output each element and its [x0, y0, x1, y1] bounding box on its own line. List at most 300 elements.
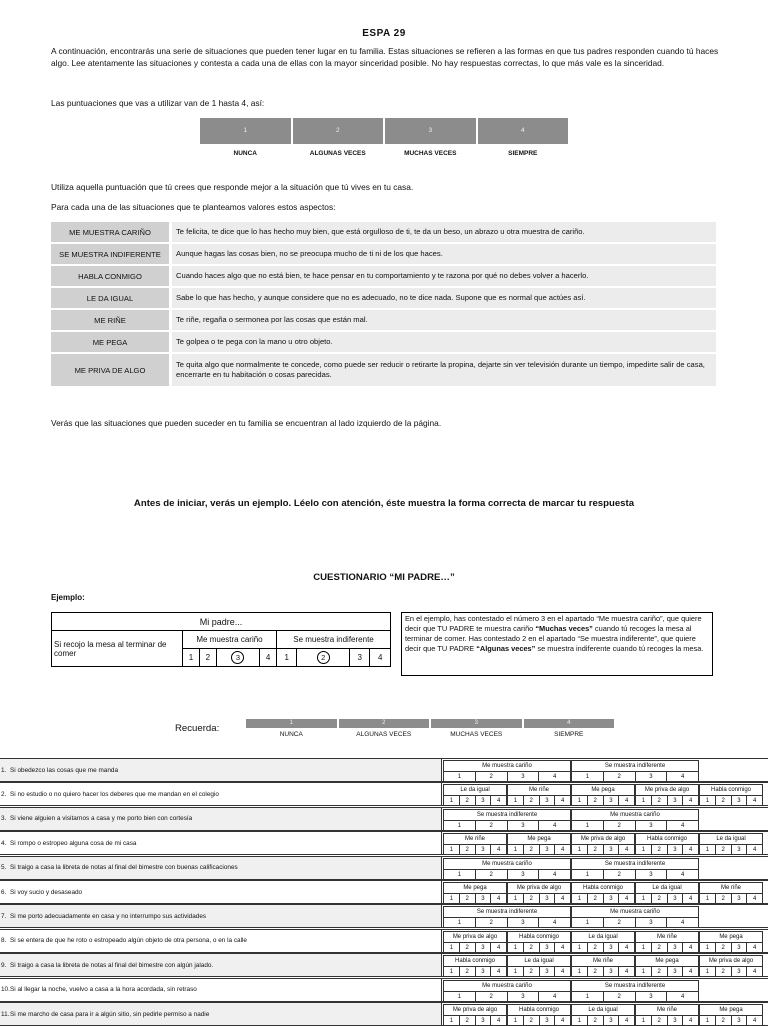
response-option[interactable]: 4 [618, 796, 634, 806]
response-option[interactable]: 2 [459, 796, 475, 806]
response-option[interactable]: 4 [746, 796, 762, 806]
response-option[interactable]: 3 [539, 845, 555, 855]
response-group [571, 833, 635, 855]
example-header: Mi padre... [52, 613, 391, 631]
response-options [700, 943, 762, 953]
response-group [571, 955, 635, 977]
response-option[interactable]: 1 [585, 993, 590, 1000]
response-option[interactable]: 3 [475, 796, 491, 806]
response-group [443, 809, 571, 831]
response-option[interactable]: 3 [475, 845, 491, 855]
example-col-indiferente: Se muestra indiferente [277, 631, 391, 649]
response-option[interactable]: 3 [475, 894, 491, 904]
response-option[interactable]: 1 [449, 896, 454, 902]
response-option[interactable]: 3 [635, 870, 667, 880]
response-option[interactable]: 1 [641, 969, 646, 976]
response-options [444, 821, 570, 831]
response-option[interactable]: 1 [449, 944, 454, 951]
questionnaire-title: CUESTIONARIO “MI PADRE…” [313, 572, 455, 583]
response-options [444, 870, 570, 880]
definitions-table [51, 222, 716, 388]
response-options [572, 943, 634, 953]
response-option[interactable]: 2 [715, 845, 731, 855]
response-option[interactable]: 4 [682, 943, 698, 953]
question-row [0, 953, 768, 977]
definition-desc: Sabe lo que has hecho, y aunque considere que no es adecuado, no te dice nada. Supone que es normal que actúes así. [172, 288, 716, 308]
response-option[interactable]: 4 [746, 1016, 762, 1026]
response-options [508, 943, 570, 953]
question-number: 10. [1, 986, 10, 994]
scale-intro: Las puntuaciones que vas a utilizar van de 1 hasta 4, así: [51, 98, 265, 108]
question-row [0, 758, 768, 782]
response-option[interactable]: 4 [666, 918, 698, 928]
scale-box-3: 3 [385, 118, 476, 144]
question-text: Si se entera de que he roto o estropeado algún objeto de otra persona, o en la calle [0, 930, 442, 952]
response-group-label: Habla conmigo [572, 883, 634, 894]
response-option[interactable]: 1 [705, 896, 710, 902]
response-option[interactable]: 1 [705, 1018, 710, 1024]
response-option[interactable]: 1 [705, 944, 710, 951]
response-option[interactable]: 2 [715, 967, 731, 977]
definition-row [51, 222, 716, 242]
response-option[interactable]: 3 [667, 845, 683, 855]
response-option[interactable]: 3 [507, 821, 539, 831]
response-option[interactable]: 4 [682, 894, 698, 904]
response-option[interactable]: 2 [603, 870, 635, 880]
response-option[interactable]: 3 [507, 772, 539, 782]
question-number: 7. [1, 912, 7, 920]
response-option[interactable]: 2 [475, 772, 507, 782]
response-option[interactable]: 3 [731, 796, 747, 806]
response-option[interactable]: 4 [682, 796, 698, 806]
response-option[interactable]: 1 [513, 944, 518, 951]
response-group-label: Me riñe [444, 834, 506, 845]
response-option[interactable]: 2 [523, 943, 539, 953]
response-option[interactable]: 1 [457, 822, 462, 829]
response-option[interactable]: 4 [554, 796, 570, 806]
response-options [700, 796, 762, 806]
question-text: Si voy sucio y desaseado [0, 881, 442, 903]
response-option[interactable]: 3 [603, 943, 619, 953]
response-option[interactable]: 2 [459, 943, 475, 953]
definition-desc: Te quita algo que normalmente te concede, como puede ser reducir o retirarte la propina, dejarte sin ver televisión durante un tiempo, impedirte salir de casa, encerrarte en tu habitación o cosas parecidas. [172, 354, 716, 386]
response-option[interactable]: 2 [475, 821, 507, 831]
recuerda-box-2: 2 [339, 719, 430, 728]
response-option[interactable]: 1 [585, 822, 590, 829]
response-option[interactable]: 2 [715, 894, 731, 904]
question-text: Si no estudio o no quiero hacer los deberes que me mandan en el colegio [0, 783, 442, 805]
example-option[interactable]: 4 [370, 649, 391, 667]
response-option[interactable]: 4 [746, 845, 762, 855]
response-group [635, 784, 699, 806]
response-option[interactable]: 4 [490, 1016, 506, 1026]
example-option[interactable]: 1 [183, 649, 200, 667]
response-option[interactable]: 1 [449, 969, 454, 976]
response-group [443, 955, 507, 977]
response-options [572, 870, 698, 880]
response-option[interactable]: 3 [731, 845, 747, 855]
response-option[interactable]: 2 [651, 845, 667, 855]
question-text: Si viene alguien a visitarnos a casa y me porto bien con cortesía [0, 808, 442, 830]
response-option[interactable]: 3 [603, 796, 619, 806]
response-options [508, 796, 570, 806]
response-group [571, 809, 699, 831]
response-group-label: Me pega [508, 834, 570, 845]
scale-box-2: 2 [293, 118, 384, 144]
response-options [636, 967, 698, 977]
recuerda-box-3: 3 [431, 719, 522, 728]
example-explanation [401, 612, 713, 676]
response-option[interactable]: 1 [577, 847, 582, 854]
response-option[interactable]: 2 [523, 1016, 539, 1026]
response-group-label: Me priva de algo [636, 785, 698, 796]
response-options [508, 967, 570, 977]
example-option-circled[interactable] [297, 649, 350, 667]
response-option[interactable]: 4 [538, 918, 570, 928]
response-option[interactable]: 2 [715, 1016, 731, 1026]
question-row [0, 978, 768, 1002]
response-group [699, 882, 763, 904]
response-option[interactable]: 4 [490, 943, 506, 953]
response-option[interactable]: 1 [449, 1018, 454, 1024]
response-option[interactable]: 2 [523, 845, 539, 855]
response-option[interactable]: 3 [539, 943, 555, 953]
response-option[interactable]: 1 [641, 847, 646, 854]
response-option[interactable]: 3 [667, 943, 683, 953]
response-option[interactable]: 4 [490, 845, 506, 855]
response-group-label: Me muestra cariño [572, 907, 698, 918]
response-group [507, 1004, 571, 1026]
question-text: Si traigo a casa la libreta de notas al final del bimestre con buenas calificaciones [0, 857, 442, 879]
question-row [0, 807, 768, 831]
left-side-note: Verás que las situaciones que pueden suceder en tu familia se encuentran al lado izquierdo de la página. [51, 418, 442, 428]
example-table [51, 612, 391, 667]
response-option[interactable]: 2 [715, 796, 731, 806]
response-option[interactable]: 3 [731, 1016, 747, 1026]
response-option[interactable]: 3 [731, 943, 747, 953]
response-group-label: Le da igual [636, 883, 698, 894]
response-option[interactable]: 4 [554, 894, 570, 904]
response-option[interactable]: 2 [459, 967, 475, 977]
response-options [636, 894, 698, 904]
recuerda-box-4: 4 [524, 719, 615, 728]
intro-paragraph: A continuación, encontrarás una serie de situaciones que pueden tener lugar en tu familia. Estas situaciones se refieren a las formas en que tus padres responden cuando tú haces algo. Lee atentamente las situaciones y contesta a cada una de ellas con la mayor sinceridad posible. No hay respuestas correctas, lo que más vale es la sinceridad. [51, 46, 719, 68]
response-option[interactable]: 4 [746, 967, 762, 977]
definition-desc: Te golpea o te pega con la mano u otro objeto. [172, 332, 716, 352]
response-group [507, 931, 571, 953]
rating-scale-labels [200, 150, 568, 157]
response-option[interactable]: 2 [603, 772, 635, 782]
response-option[interactable]: 3 [507, 992, 539, 1002]
response-group-label: Me muestra cariño [444, 859, 570, 870]
response-options [508, 845, 570, 855]
response-option[interactable]: 4 [490, 967, 506, 977]
response-options [444, 992, 570, 1002]
question-text: Si obedezco las cosas que me manda [0, 759, 442, 781]
example-note-bold: “Algunas veces” [476, 644, 536, 653]
example-option[interactable]: 4 [260, 649, 277, 667]
response-option[interactable]: 1 [513, 969, 518, 976]
response-group [635, 931, 699, 953]
response-group [571, 906, 699, 928]
response-option[interactable]: 2 [523, 796, 539, 806]
response-option[interactable]: 2 [523, 894, 539, 904]
response-options [572, 845, 634, 855]
response-options [444, 796, 506, 806]
response-option[interactable]: 4 [554, 845, 570, 855]
response-option[interactable]: 2 [475, 918, 507, 928]
response-option[interactable]: 4 [538, 870, 570, 880]
recuerda-label-1: NUNCA [279, 731, 303, 738]
example-note-text: se muestra indiferente cuando tú recoges la mesa. [535, 644, 704, 653]
example-note-text: cuando tú recoges la mesa al terminar de comer. Has contestado 2 en el apartado “Se muestra indiferente”, que quiere decir que TU PADRE [405, 624, 696, 653]
response-group-label: Se muestra indiferente [444, 907, 570, 918]
scale-box-4: 4 [478, 118, 569, 144]
response-group-label: Me priva de algo [700, 956, 762, 967]
response-option[interactable]: 3 [539, 967, 555, 977]
response-option[interactable]: 2 [587, 894, 603, 904]
definition-key: LE DA IGUAL [51, 288, 169, 308]
response-option[interactable]: 1 [513, 896, 518, 902]
response-option[interactable]: 1 [577, 969, 582, 976]
response-option[interactable]: 1 [577, 1018, 582, 1024]
recuerda-label-4: SIEMPRE [554, 731, 584, 738]
response-option[interactable]: 2 [603, 821, 635, 831]
circled-answer: 2 [317, 651, 330, 664]
response-option[interactable]: 4 [538, 772, 570, 782]
response-option[interactable]: 2 [651, 967, 667, 977]
response-option[interactable]: 1 [585, 774, 590, 780]
response-option[interactable]: 1 [457, 920, 462, 927]
response-option[interactable]: 2 [587, 943, 603, 953]
response-option[interactable]: 3 [603, 1016, 619, 1026]
response-group [571, 760, 699, 782]
response-option[interactable]: 2 [475, 870, 507, 880]
definition-desc: Cuando haces algo que no está bien, te hace pensar en tu comportamiento y te razona por qué no debes volver a hacerlo. [172, 266, 716, 286]
response-option[interactable]: 2 [459, 1016, 475, 1026]
response-group [443, 784, 507, 806]
response-option[interactable]: 4 [746, 943, 762, 953]
response-option[interactable]: 4 [682, 1016, 698, 1026]
response-option[interactable]: 2 [587, 845, 603, 855]
response-option[interactable]: 4 [666, 821, 698, 831]
response-group-label: Me riñe [572, 956, 634, 967]
definition-key: ME RIÑE [51, 310, 169, 330]
example-option[interactable]: 1 [277, 649, 297, 667]
response-option[interactable]: 3 [635, 772, 667, 782]
response-option[interactable]: 4 [618, 1016, 634, 1026]
response-group-label: Me riñe [700, 883, 762, 894]
response-option[interactable]: 3 [667, 967, 683, 977]
response-option[interactable]: 2 [715, 943, 731, 953]
response-group [635, 882, 699, 904]
response-option[interactable]: 4 [618, 943, 634, 953]
response-options [444, 1016, 506, 1026]
question-row [0, 904, 768, 928]
question-number: 6. [1, 888, 7, 896]
response-group [699, 955, 763, 977]
question-number: 9. [1, 961, 7, 969]
response-group-label: Me priva de algo [444, 932, 506, 943]
response-option[interactable]: 4 [618, 894, 634, 904]
response-option[interactable]: 4 [682, 845, 698, 855]
response-option[interactable]: 2 [651, 943, 667, 953]
response-option[interactable]: 3 [539, 1016, 555, 1026]
question-text: Si me porto adecuadamente en casa y no interrumpo sus actividades [0, 905, 442, 927]
document-title: ESPA 29 [362, 28, 406, 39]
response-option[interactable]: 1 [513, 847, 518, 854]
example-option-circled[interactable] [216, 649, 259, 667]
response-option[interactable]: 3 [539, 894, 555, 904]
response-option[interactable]: 1 [513, 1018, 518, 1024]
response-option[interactable]: 1 [705, 969, 710, 976]
response-group-label: Me pega [636, 956, 698, 967]
response-option[interactable]: 1 [705, 798, 710, 805]
definition-key: ME PEGA [51, 332, 169, 352]
response-option[interactable]: 4 [618, 967, 634, 977]
response-group [571, 858, 699, 880]
question-row [0, 929, 768, 953]
response-option[interactable]: 2 [523, 967, 539, 977]
response-option[interactable]: 3 [731, 894, 747, 904]
response-option[interactable]: 2 [603, 918, 635, 928]
response-group [635, 955, 699, 977]
response-option[interactable]: 4 [554, 967, 570, 977]
response-option[interactable]: 3 [667, 894, 683, 904]
response-group-label: Habla conmigo [700, 785, 762, 796]
response-option[interactable]: 1 [585, 871, 590, 878]
response-option[interactable]: 4 [538, 992, 570, 1002]
response-option[interactable]: 2 [587, 1016, 603, 1026]
response-option[interactable]: 3 [603, 967, 619, 977]
response-option[interactable]: 3 [539, 796, 555, 806]
response-options [444, 772, 570, 782]
response-group-label: Me pega [700, 1005, 762, 1016]
response-group [443, 1004, 507, 1026]
response-option[interactable]: 1 [457, 871, 462, 878]
response-option[interactable]: 1 [457, 993, 462, 1000]
response-option[interactable]: 4 [666, 870, 698, 880]
response-option[interactable]: 1 [641, 896, 646, 902]
response-options [572, 967, 634, 977]
aspects-instruction: Para cada una de las situaciones que te planteamos valores estos aspectos: [51, 202, 336, 212]
response-options [636, 845, 698, 855]
response-option[interactable]: 1 [585, 920, 590, 927]
response-options [700, 1016, 762, 1026]
response-option[interactable]: 4 [666, 992, 698, 1002]
response-group-label: Se muestra indiferente [572, 761, 698, 772]
response-option[interactable]: 2 [587, 967, 603, 977]
response-option[interactable]: 1 [449, 798, 454, 805]
response-option[interactable]: 3 [667, 1016, 683, 1026]
response-option[interactable]: 4 [490, 894, 506, 904]
response-option[interactable]: 3 [475, 1016, 491, 1026]
response-group [699, 931, 763, 953]
response-option[interactable]: 2 [459, 845, 475, 855]
rating-scale [200, 118, 568, 144]
response-option[interactable]: 4 [682, 967, 698, 977]
response-group-label: Me riñe [636, 932, 698, 943]
example-note-text: En el ejemplo, has contestado el número 3 en el apartado “Me muestra cariño”, que quiere decir que TU PADRE te muestra cariño [405, 614, 702, 633]
question-number: 11. [1, 1010, 10, 1018]
response-option[interactable]: 4 [746, 894, 762, 904]
response-option[interactable]: 1 [513, 798, 518, 805]
response-option[interactable]: 3 [603, 894, 619, 904]
response-option[interactable]: 2 [651, 796, 667, 806]
response-group-label: Le da igual [572, 1005, 634, 1016]
example-option[interactable]: 2 [199, 649, 216, 667]
response-option[interactable]: 2 [475, 992, 507, 1002]
response-group-label: Me priva de algo [508, 883, 570, 894]
response-option[interactable]: 1 [577, 798, 582, 805]
response-group [443, 760, 571, 782]
response-group-label: Me priva de algo [572, 834, 634, 845]
question-number: 1. [1, 766, 7, 774]
definition-row [51, 244, 716, 264]
response-options [444, 845, 506, 855]
response-options [636, 796, 698, 806]
response-option[interactable]: 1 [641, 944, 646, 951]
response-option[interactable]: 4 [554, 1016, 570, 1026]
example-note-bold: “Muchas veces” [535, 624, 593, 633]
response-option[interactable]: 4 [618, 845, 634, 855]
response-group-label: Me muestra cariño [444, 981, 570, 992]
recuerda-label-3: MUCHAS VECES [450, 731, 503, 738]
response-option[interactable]: 2 [603, 992, 635, 1002]
example-option[interactable]: 3 [349, 649, 369, 667]
response-option[interactable]: 3 [603, 845, 619, 855]
response-group [571, 784, 635, 806]
response-option[interactable]: 3 [475, 943, 491, 953]
response-option[interactable]: 2 [587, 796, 603, 806]
response-option[interactable]: 1 [641, 1018, 646, 1024]
response-options [572, 821, 698, 831]
response-option[interactable]: 4 [554, 943, 570, 953]
response-option[interactable]: 3 [507, 870, 539, 880]
response-options [444, 894, 506, 904]
response-option[interactable]: 1 [641, 798, 646, 805]
response-option[interactable]: 1 [577, 944, 582, 951]
response-option[interactable]: 1 [577, 896, 582, 902]
response-option[interactable]: 1 [449, 847, 454, 854]
response-group-label: Habla conmigo [444, 956, 506, 967]
definition-key: ME PRIVA DE ALGO [51, 354, 169, 386]
response-option[interactable]: 3 [667, 796, 683, 806]
question-number: 5. [1, 864, 7, 872]
response-option[interactable]: 2 [651, 894, 667, 904]
response-option[interactable]: 4 [666, 772, 698, 782]
response-options [444, 918, 570, 928]
response-option[interactable]: 2 [651, 1016, 667, 1026]
response-option[interactable]: 3 [731, 967, 747, 977]
response-option[interactable]: 4 [538, 821, 570, 831]
response-group [507, 882, 571, 904]
response-option[interactable]: 1 [457, 774, 462, 780]
response-option[interactable]: 3 [475, 967, 491, 977]
response-option[interactable]: 1 [705, 847, 710, 854]
circled-answer: 3 [231, 651, 244, 664]
response-option[interactable]: 2 [459, 894, 475, 904]
response-group-label: Me riñe [508, 785, 570, 796]
response-group [507, 955, 571, 977]
response-option[interactable]: 3 [635, 992, 667, 1002]
response-option[interactable]: 3 [507, 918, 539, 928]
definition-row [51, 288, 716, 308]
response-option[interactable]: 4 [490, 796, 506, 806]
response-group-label: Me pega [572, 785, 634, 796]
response-option[interactable]: 3 [635, 918, 667, 928]
response-option[interactable]: 3 [635, 821, 667, 831]
